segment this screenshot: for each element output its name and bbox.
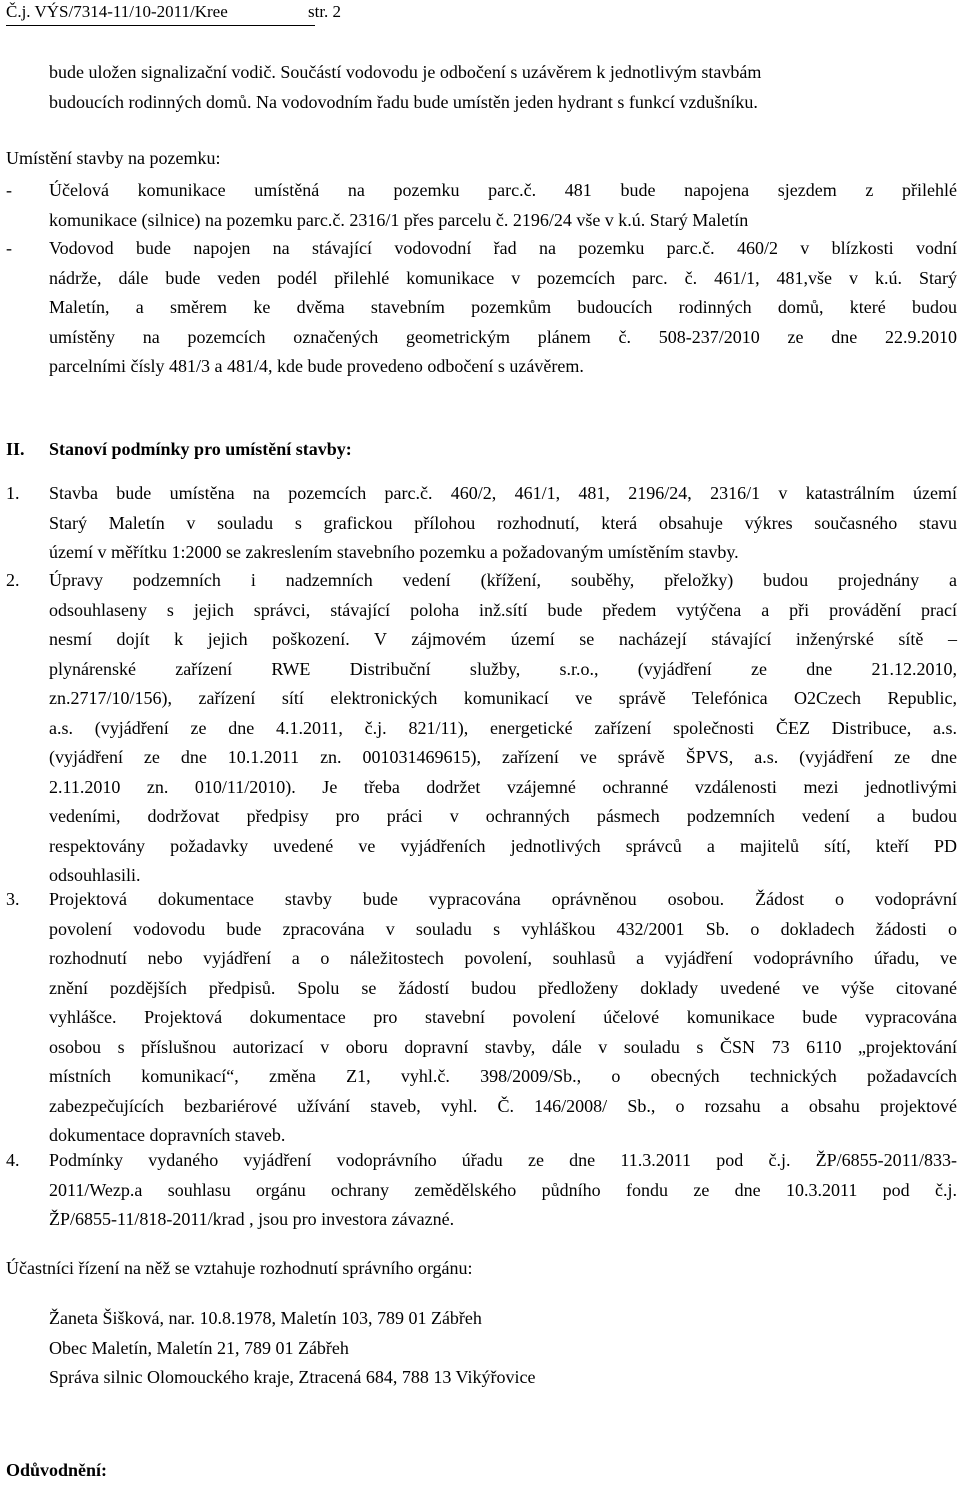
condition-1 <box>49 479 957 568</box>
text-line: dokumentace dopravních staveb. <box>49 1125 286 1145</box>
participants-list <box>49 1304 949 1393</box>
text-line: plynárenské zařízení RWE Distribuční služby, s.r.o., (vyjádření ze dne 21.12.2010, <box>49 658 957 679</box>
participant-name: Správa silnic Olomouckého kraje, Ztracená 684, 788 13 Vikýřovice <box>49 1367 536 1387</box>
condition-2 <box>49 566 957 891</box>
text-line: Podmínky vydaného vyjádření vodoprávního úřadu ze dne 11.3.2011 pod č.j. ŽP/6855-2011/833- <box>49 1150 957 1170</box>
condition-number: 1. <box>6 483 20 503</box>
text-line: 2.11.2010 zn. 010/11/2010). Je třeba dodržet vzájemné ochranné vzdálenosti mezi jednotlivými <box>49 776 957 797</box>
text-line: umístěny na pozemcích označených geometrickým plánem č. 508-237/2010 ze dne 22.9.2010 <box>49 326 957 347</box>
section-number: II. <box>6 439 25 459</box>
text-line: Účelová komunikace umístěná na pozemku parc.č. 481 bude napojena sjezdem z přilehlé <box>49 180 957 200</box>
text-line: parcelními čísly 481/3 a 481/4, kde bude provedeno odbočení s uzávěrem. <box>49 356 584 376</box>
text-line: místních komunikací“, změna Z1, vyhl.č. 398/2009/Sb., o obecných technických požadavcích <box>49 1066 957 1086</box>
text-line: osobou s příslušnou autorizací v oboru dopravní stavby, dále v souladu s ČSN 73 6110 „projektování <box>49 1036 957 1057</box>
text-line: vyhlášce. Projektová dokumentace pro stavební povolení účelové komunikace bude vypracována <box>49 1007 957 1027</box>
text-line: a.s. (vyjádření ze dne 4.1.2011, č.j. 821/11), energetické zařízení společnosti ČEZ Distribuce, a.s. <box>49 717 957 738</box>
text-line: nádrže, dále bude veden podél přilehlé komunikace v pozemcích parc. č. 461/1, 481,vše v k.ú. Starý <box>49 267 957 288</box>
text-line: Starý Maletín v souladu s grafickou přílohou rozhodnutí, která obsahuje výkres současného stavu <box>49 512 957 533</box>
text-line: komunikace (silnice) na pozemku parc.č. 2316/1 přes parcelu č. 2196/24 vše v k.ú. Starý Maletín <box>49 209 749 230</box>
placement-item-water <box>49 234 957 382</box>
text-line: vedeními, dodržovat předpisy pro práci v ochranných pásmech podzemních vedení a budou <box>49 806 957 826</box>
text-line: povolení vodovodu bude zpracována v souladu s vyhláškou 432/2001 Sb. o dokladech žádosti o <box>49 918 957 939</box>
list-dash: - <box>6 238 12 258</box>
section-title: Stanoví podmínky pro umístění stavby: <box>49 439 352 459</box>
text-line: bude uložen signalizační vodič. Součástí vodovodu je odbočení s uzávěrem k jednotlivým stavbám <box>49 62 762 82</box>
condition-4 <box>49 1146 957 1235</box>
document-reference: Č.j. VÝS/7314-11/10-2011/Kree <box>6 2 228 21</box>
condition-number: 3. <box>6 889 20 909</box>
text-line: Projektová dokumentace stavby bude vypracována oprávněnou osobou. Žádost o vodoprávní <box>49 889 957 909</box>
text-line: odsouhlasili. <box>49 865 141 885</box>
text-line: odsouhlaseny s jejich správci, stávající poloha inž.sítí bude předem vytýčena a při provádění prací <box>49 599 957 620</box>
text-line: respektovány požadavky uvedené ve vyjádřeních jednotlivých správců a majitelů sítí, kteří PD <box>49 835 957 856</box>
reasoning-heading: Odůvodnění: <box>6 1460 108 1480</box>
placement-item-road <box>49 176 957 235</box>
condition-number: 2. <box>6 570 20 590</box>
condition-number: 4. <box>6 1150 20 1170</box>
text-line: zn.2717/10/156), zařízení sítí elektronických komunikací ve správě Telefónica O2Czech Republic, <box>49 688 957 708</box>
header-underline <box>6 25 315 26</box>
text-line: (vyjádření ze dne 10.1.2011 zn. 001031469615), zařízení ve správě ŠPVS, a.s. (vyjádření ze dne <box>49 747 957 767</box>
text-line: Vodovod bude napojen na stávající vodovodní řad na pozemku parc.č. 460/2 v blízkosti vodní <box>49 238 957 258</box>
participants-heading: Účastníci řízení na něž se vztahuje rozhodnutí správního orgánu: <box>6 1258 473 1278</box>
page-number: str. 2 <box>308 2 342 21</box>
participant-name: Žaneta Šišková, nar. 10.8.1978, Maletín 103, 789 01 Zábřeh <box>49 1308 482 1328</box>
text-line: Úpravy podzemních i nadzemních vedení (křížení, souběhy, přeložky) budou projednány a <box>49 570 957 590</box>
list-dash: - <box>6 180 12 200</box>
intro-paragraph <box>49 58 957 117</box>
condition-3 <box>49 885 957 1151</box>
placement-heading: Umístění stavby na pozemku: <box>6 148 221 168</box>
text-line: nesmí dojít k jejich poškození. V zájmovém území se nacházejí stávající inženýrské sítě – <box>49 629 957 649</box>
text-line: Stavba bude umístěna na pozemcích parc.č. 460/2, 461/1, 481, 2196/24, 2316/1 v katastrálním území <box>49 483 957 503</box>
text-line: Maletín, a směrem ke dvěma stavebním pozemkům budoucích rodinných domů, které budou <box>49 297 957 317</box>
page-header <box>6 0 906 24</box>
text-line: znění pozdějších předpisů. Spolu se žádostí budou předloženy doklady uvedené ve výše citované <box>49 977 957 998</box>
text-line: 2011/Wezp.a souhlasu orgánu ochrany zemědělského půdního fondu ze dne 10.3.2011 pod č.j. <box>49 1179 957 1200</box>
participant-name: Obec Maletín, Maletín 21, 789 01 Zábřeh <box>49 1337 349 1358</box>
text-line: budoucích rodinných domů. Na vodovodním řadu bude umístěn jeden hydrant s funkcí vzdušníku. <box>49 91 758 112</box>
text-line: území v měřítku 1:2000 se zakreslením stavebního pozemku a požadovaným umístěním stavby. <box>49 542 739 562</box>
text-line: rozhodnutí nebo vyjádření a o náležitostech povolení, souhlasů a vyjádření vodoprávního úřadu, ve <box>49 948 957 968</box>
text-line: ŽP/6855-11/818-2011/krad , jsou pro investora závazné. <box>49 1209 455 1229</box>
text-line: zabezpečujících bezbariérové užívání staveb, vyhl. Č. 146/2008/ Sb., o rozsahu a obsahu projektové <box>49 1095 957 1116</box>
